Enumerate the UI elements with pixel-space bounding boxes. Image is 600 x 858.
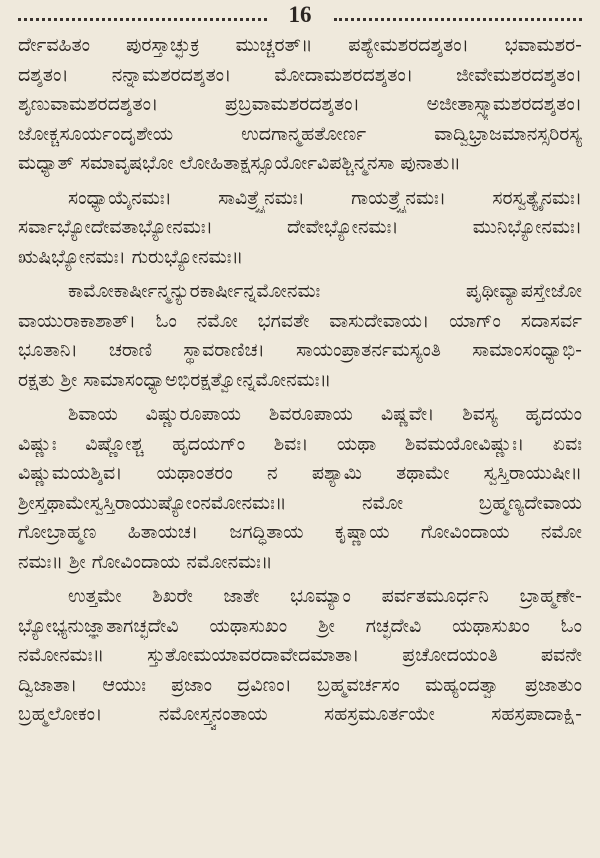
text-line: ಜೋಕ್ಚಸೂರ್ಯಂದೃಶೇಯ ಉದಗಾನ್ಮಹತೋರ್ಣ ವಾದ್ವಿಭ್ರಾಜಮಾನಸ್ಸರಿರಸ್ಯ bbox=[18, 122, 582, 145]
text-line: ರಕ್ಷತು ಶ್ರೀ ಸಾಮಾಸಂಧ್ಯಾಅಭಿರಕ್ಷತ್ವೋನ್ನಮೋನಮಃ॥ bbox=[18, 368, 332, 391]
text-line: ಸರ್ವಾಭ್ಯೋದೇವತಾಭ್ಯೋನಮಃ। ದೇವೇಭ್ಯೋನಮಃ। ಮುನಿಭ್ಯೋನಮಃ। bbox=[18, 216, 582, 238]
text-line: ಶಿವಾಯ ವಿಷ್ಣುರೂಪಾಯ ಶಿವರೂಪಾಯ ವಿಷ್ಣವೇ। ಶಿವಸ್ಯ ಹೃದಯಂ bbox=[68, 403, 582, 425]
dotted-rule-left bbox=[18, 18, 267, 21]
text-line: ಬ್ರಹ್ಮಲೋಕಂ। ನಮೋಸ್ತ್ವನಂತಾಯ ಸಹಸ್ರಮೂರ್ತಯೇ ಸಹಸ್ರಪಾದಾಕ್ಷಿ- bbox=[18, 703, 582, 725]
paragraph bbox=[18, 184, 582, 273]
text-line: ಶ್ರೀಸ್ತಥಾಮೇಸ್ವಸ್ತಿರಾಯುಷ್ಯೋಂನಮೋನಮಃ॥ ನಮೋ ಬ್ರಹ್ಮಣ್ಯದೇವಾಯ bbox=[18, 491, 582, 514]
paragraph bbox=[18, 277, 582, 395]
text-line: ಭ್ಯೋಭ್ಯನುಜ್ಞಾತಾಗಚ್ಛದೇವಿ ಯಥಾಸುಖಂ ಶ್ರೀ ಗಚ್ಛದೇವಿ ಯಥಾಸುಖಂ ಓಂ bbox=[18, 614, 582, 637]
text-line: ವಿಷ್ಣುಮಯಶ್ಶಿವ। ಯಥಾಂತರಂ ನ ಪಶ್ಯಾಮಿ ತಥಾಮೇ ಸ್ವಸ್ತಿರಾಯುಷೀ॥ bbox=[18, 462, 582, 484]
dotted-rule-right bbox=[334, 18, 583, 21]
text-line: ಕಾಮೋಕಾರ್ಷೀನ್ಮನ್ಯುರಕಾರ್ಷೀನ್ನಮೋನಮಃ ಪೃಥೀವ್ಯಾಪಸ್ತೇಜೋ bbox=[68, 280, 582, 302]
text-line: ದ್ವಿಜಾತಾ। ಆಯುಃ ಪ್ರಜಾಂ ದ್ರವಿಣಂ। ಬ್ರಹ್ಮವರ್ಚಸಂ ಮಹ್ಯಂದತ್ವಾ ಪ್ರಜಾತುಂ bbox=[18, 673, 582, 696]
text-line: ಸಂಧ್ಯಾಯೈನಮಃ। ಸಾವಿತ್ರ್ಯೈನಮಃ। ಗಾಯತ್ರ್ಯೈನಮಃ। ಸರಸ್ವತ್ಯೈನಮಃ। bbox=[68, 186, 582, 209]
page-body bbox=[18, 31, 582, 735]
paragraph bbox=[18, 582, 582, 730]
text-line: ಉತ್ತಮೇ ಶಿಖರೇ ಜಾತೇ ಭೂಮ್ಯಾಂ ಪರ್ವತಮೂರ್ಧನಿ ಬ್ರಾಹ್ಮಣೇ- bbox=[68, 585, 582, 607]
paragraph bbox=[18, 400, 582, 577]
text-line: ದಶ್ಶತಂ। ನನ್ನಾಮಶರದಶ್ಶತಂ। ಮೋದಾಮಶರದಶ್ಶತಂ। ಜೀವೇಮಶರದಶ್ಶತಂ। bbox=[18, 63, 582, 86]
text-line: ವಾಯುರಾಕಾಶಾತ್। ಓಂ ನಮೋ ಭಗವತೇ ವಾಸುದೇವಾಯ। ಯಾಗ್ಂ ಸದಾಸರ್ವ bbox=[18, 309, 582, 332]
text-line: ಗೋಬ್ರಾಹ್ಮಣ ಹಿತಾಯಚ। ಜಗದ್ಧಿತಾಯ ಕೃಷ್ಣಾಯ ಗೋವಿಂದಾಯ ನಮೋ bbox=[18, 521, 582, 543]
text-line: ವಿಷ್ಣುಃ ವಿಷ್ಣೋಶ್ಚ ಹೃದಯಗ್ಂ ಶಿವಃ। ಯಥಾ ಶಿವಮಯೋವಿಷ್ಣುಃ। ಏವಃ bbox=[18, 432, 582, 455]
text-line: ನಮೋನಮಃ॥ ಸ್ತುತೋಮಯಾವರದಾವೇದಮಾತಾ। ಪ್ರಚೋದಯಂತಿ ಪವನೇ bbox=[18, 644, 582, 666]
text-line: ನಮಃ॥ ಶ್ರೀ ಗೋವಿಂದಾಯ ನಮೋನಮಃ॥ bbox=[18, 550, 273, 573]
text-line: ಭೂತಾನಿ। ಚರಾಣಿ ಸ್ಥಾವರಾಣಿಚ। ಸಾಯಂಪ್ರಾತರ್ನಮಸ್ಯಂತಿ ಸಾಮಾಂಸಂಧ್ಯಾಭಿ- bbox=[18, 339, 582, 361]
text-line: ಋಷಿಭ್ಯೋನಮಃ। ಗುರುಭ್ಯೋನಮಃ॥ bbox=[18, 245, 244, 268]
text-line: ಮಧ್ಯಾತ್ ಸಮಾವೃಷಭೋ ಲೋಹಿತಾಕ್ಷಸ್ಸೂರ್ಯೋವಿಪಶ್ಚಿನ್ಮನಸಾ ಪುನಾತು॥ bbox=[18, 152, 461, 174]
page-number: 16 bbox=[288, 2, 312, 27]
paragraph bbox=[18, 31, 582, 179]
text-line: ರ್ದೇವಹಿತಂ ಪುರಸ್ತಾಚ್ಛುಕ್ರ ಮುಚ್ಚರತ್॥ ಪಶ್ಯೇಮಶರದಶ್ಶತಂ। ಭವಾಮಶರ- bbox=[18, 34, 582, 56]
text-line: ಶೃಣುವಾಮಶರದಶ್ಶತಂ। ಪ್ರಬ್ರವಾಮಶರದಶ್ಶತಂ। ಅಜೀತಾಸ್ಸ್ಯಾಮಶರದಶ್ಶತಂ। bbox=[18, 93, 582, 115]
page-header bbox=[18, 2, 582, 28]
